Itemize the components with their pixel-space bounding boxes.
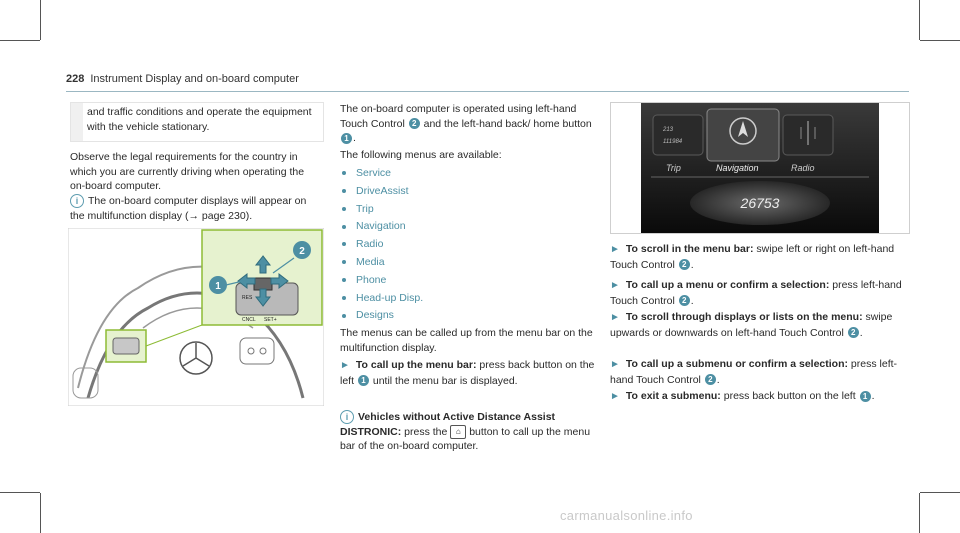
step-end: . [859,326,863,339]
intro-text-b: and the left-hand back/ home button [420,117,592,130]
display-value: 26753 [740,195,780,211]
observe-paragraph: Observe the legal requirements for the country in which you are currently driving when operating the on-board computer. [70,151,305,192]
callout-2-inline: 2 [679,259,690,270]
note-title: Vehicles without Active Distance Assist DISTRONIC: [340,411,556,438]
callout-2-inline: 2 [705,374,716,385]
menu-item[interactable]: Service [340,165,423,183]
menu-item[interactable]: Head-up Disp. [340,290,423,308]
callout-1-inline: 1 [358,375,369,386]
note-text-a: press the [401,425,451,438]
note-text: and traffic conditions and operate the equipment with the vehicle stationary. [87,106,312,133]
callout-1-inline: 1 [860,391,871,402]
menu-item[interactable]: Media [340,254,423,272]
crop-mark [919,0,920,40]
steering-wheel-illustration [68,228,324,406]
step-exit-submenu [610,389,908,405]
header-rule [66,91,909,92]
step-title: To exit a submenu: [625,390,721,402]
step-title: To call up a submenu or confirm a selection: [625,358,849,370]
crop-mark [0,40,40,41]
callout-2-inline: 2 [409,118,420,129]
step-text-a: press back button on the left [340,359,595,387]
menu-item[interactable]: Radio [340,236,423,254]
crop-mark [0,492,40,493]
home-button-icon: ⌂ [450,425,466,439]
step-end: . [871,390,875,402]
tab-trip: Trip [666,163,681,173]
tile-value-bottom: 111984 [663,139,683,145]
step-arrow-icon: ► [610,359,620,370]
step-title: To scroll through displays or lists on the menu: [625,311,863,323]
tab-navigation: Navigation [716,163,759,173]
step-text: swipe left or right on left-hand Touch Control [610,243,895,271]
menu-item[interactable]: Designs [340,307,423,325]
page-header [66,73,299,85]
display-graphic [611,103,909,233]
menu-item[interactable]: Phone [340,272,423,290]
page-ref-link[interactable]: page 230). [201,209,253,222]
tile-value-top: 213 [663,127,674,133]
info-icon: i [340,410,354,424]
step-text: press left-hand Touch Control [610,279,902,307]
callout-2-inline: 2 [679,295,690,306]
step-call-menu [610,278,908,308]
callout-1-inline: 1 [341,133,352,144]
res-label: RES [242,295,253,301]
callout-1-label: 1 [215,281,221,292]
intro-text-c: . [353,132,356,144]
menu-list [340,165,423,325]
cncl-label: CNCL [242,317,256,323]
menus-intro: The following menus are available: [340,149,502,161]
page-number: 228 [66,73,85,85]
crop-mark [920,40,960,41]
note-bar [71,103,83,141]
info-paragraph [70,194,322,223]
step-call-menu-bar [340,358,595,388]
step-end: . [716,373,720,386]
step-arrow-icon: ► [610,391,620,402]
page-title: Instrument Display and on-board computer [90,73,299,85]
step-end: . [690,258,694,271]
multifunction-display-image [610,102,910,234]
page-ref-arrow: → [188,209,199,222]
set-label: SET+ [264,317,277,323]
step-scroll-menu-bar [610,242,908,272]
note-distronic [340,410,595,454]
callout-2-inline: 2 [848,327,859,338]
menu-item[interactable]: DriveAssist [340,183,423,201]
step-title: To call up the menu bar: [355,359,477,371]
watermark: carmanualsonline.info [560,508,693,523]
step-text: press left-hand Touch Control [610,358,898,386]
step-title: To scroll in the menu bar: [625,243,754,255]
step-text: swipe upwards or downwards on left-hand Touch Control [610,311,893,339]
continued-note-box [70,102,324,142]
step-text-b: until the menu bar is displayed. [369,374,518,387]
info-text: The on-board computer displays will appear on the multifunction display ( [70,195,307,222]
menus-called-paragraph: The menus can be called up from the menu bar on the multifunction display. [340,327,593,354]
info-icon: i [70,194,84,208]
crop-mark [920,492,960,493]
step-title: To call up a menu or confirm a selection: [625,279,830,291]
intro-text-a: The on-board computer is operated using left-hand Touch Control [340,103,577,130]
crop-mark [40,0,41,40]
step-submenu [610,357,908,387]
step-arrow-icon: ► [610,312,620,323]
step-arrow-icon: ► [340,360,350,371]
crop-mark [40,493,41,533]
menu-item[interactable]: Trip [340,201,423,219]
tab-radio: Radio [791,163,815,173]
step-end: . [690,294,694,307]
step-scroll-displays [610,310,908,340]
note-text-b: button to call up the menu bar of the on-board computer. [340,425,591,452]
callout-2-label: 2 [299,246,305,257]
intro-paragraph [340,102,595,146]
step-arrow-icon: ► [610,280,620,291]
menu-item[interactable]: Navigation [340,218,423,236]
step-arrow-icon: ► [610,244,620,255]
step-text: press back button on the left [720,390,859,402]
crop-mark [919,493,920,533]
